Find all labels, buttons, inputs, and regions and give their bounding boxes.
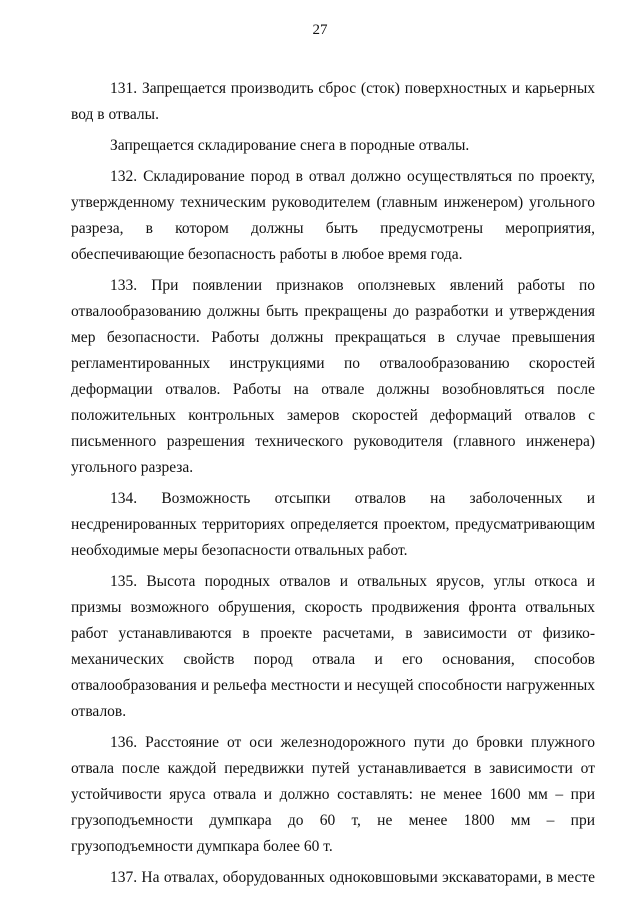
paragraph-137: 137. На отвалах, оборудованных одноковшовыми экскаваторами, в месте [110,869,595,886]
paragraph-134: 134. Возможность отсыпки отвалов на заболоченных и несдренированных территориях определяется проектом, предусматривающим необходимые меры безопасности отвальных работ. [71,490,595,559]
paragraph-132: 132. Складирование пород в отвал должно осуществляться по проекту, утвержденному техническим руководителем (главным инженером) угольного разреза, в котором должны быть предусмотрены мероприятия, обеспечивающие безопасность работы в любое время года. [71,168,595,263]
paragraph-131-snow: Запрещается складирование снега в породные отвалы. [110,137,470,154]
paragraph-131: 131. Запрещается производить сброс (сток) поверхностных и карьерных вод в отвалы. [71,80,595,123]
paragraph-135: 135. Высота породных отвалов и отвальных ярусов, углы откоса и призмы возможного обрушения, скорость продвижения фронта отвальных работ устанавливаются в проекте расчетами, в зависимости от физико-механических свойств пород отвала и его основания, способов отвалообразования и рельефа местности и несущей способности нагруженных отвалов. [71,573,595,720]
paragraph-133: 133. При появлении признаков оползневых явлений работы по отвалообразованию должны быть прекращены до разработки и утверждения мер безопасности. Работы должны прекращаться в случае превышения регламентированных инструкциями по отвалообразованию скоростей деформации отвалов. Работы на отвале должны возобновляться после положительных контрольных замеров скоростей деформаций отвалов с письменного разрешения технического руководителя (главного инженера) угольного разреза. [71,277,595,476]
paragraph-136: 136. Расстояние от оси железнодорожного пути до бровки плужного отвала после каждой передвижки путей устанавливается в зависимости от устойчивости яруса отвала и должно составлять: не менее 1600 мм – при грузоподъемности думпкара до 60 т, не менее 1800 мм – при грузоподъемности думпкара более 60 т. [71,734,595,855]
page-number: 27 [312,22,328,38]
document-body [71,76,595,896]
